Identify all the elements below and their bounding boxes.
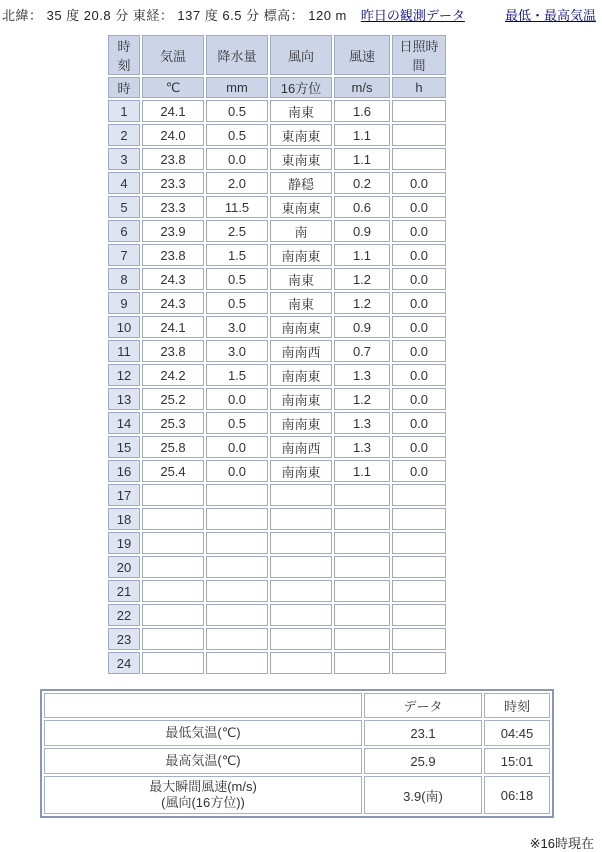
temperature-cell: 23.3 [142,196,204,218]
wind-direction-cell [270,580,332,602]
precipitation-cell [206,604,268,626]
wind-speed-cell: 1.3 [334,412,390,434]
unit-header: mm [206,77,268,98]
wind-direction-cell [270,652,332,674]
wind-speed-cell [334,556,390,578]
precipitation-cell: 0.5 [206,100,268,122]
wind-direction-cell [270,532,332,554]
precipitation-cell: 0.5 [206,412,268,434]
precipitation-cell: 2.0 [206,172,268,194]
temperature-cell: 24.0 [142,124,204,146]
sunshine-cell [392,580,446,602]
hourly-table-row [108,460,446,482]
column-header: 降水量 [206,35,268,75]
wind-speed-cell: 1.2 [334,292,390,314]
sunshine-cell: 0.0 [392,460,446,482]
hour-cell: 6 [108,220,140,242]
column-header: 時刻 [108,35,140,75]
precipitation-cell [206,628,268,650]
sunshine-cell: 0.0 [392,292,446,314]
wind-direction-cell: 南南東 [270,412,332,434]
wind-direction-cell: 南南東 [270,244,332,266]
unit-header: m/s [334,77,390,98]
wind-speed-cell [334,532,390,554]
hour-cell: 9 [108,292,140,314]
sunshine-cell: 0.0 [392,244,446,266]
precipitation-cell: 3.0 [206,316,268,338]
sunshine-cell: 0.0 [392,196,446,218]
hourly-table-row [108,124,446,146]
sunshine-cell [392,124,446,146]
precipitation-cell: 0.5 [206,268,268,290]
precipitation-cell: 0.5 [206,124,268,146]
precipitation-cell [206,580,268,602]
precipitation-cell [206,652,268,674]
max-gust-value: 3.9(南) [364,776,482,814]
hour-cell: 19 [108,532,140,554]
min-temp-time: 04:45 [484,720,550,746]
summary-table-wrap [40,689,602,818]
max-gust-label: 最大瞬間風速(m/s) (風向(16方位)) [44,776,362,814]
wind-direction-cell: 南南西 [270,340,332,362]
hour-cell: 8 [108,268,140,290]
sunshine-cell [392,100,446,122]
hour-cell: 5 [108,196,140,218]
wind-direction-cell [270,628,332,650]
wind-direction-cell: 南東 [270,100,332,122]
column-header: 風速 [334,35,390,75]
sunshine-cell [392,652,446,674]
precipitation-cell: 11.5 [206,196,268,218]
hourly-table-row [108,532,446,554]
station-location-text: 北緯： 35 度 20.8 分 東経： 137 度 6.5 分 標高： 120 m [2,8,347,23]
temperature-cell: 25.2 [142,388,204,410]
wind-speed-cell: 1.6 [334,100,390,122]
wind-speed-cell: 1.1 [334,148,390,170]
wind-speed-cell [334,484,390,506]
wind-speed-cell [334,508,390,530]
hour-cell: 23 [108,628,140,650]
sunshine-cell [392,628,446,650]
sunshine-cell [392,508,446,530]
wind-speed-cell [334,580,390,602]
wind-direction-cell [270,604,332,626]
temperature-cell: 23.3 [142,172,204,194]
wind-direction-cell [270,484,332,506]
temperature-cell: 25.8 [142,436,204,458]
hour-cell: 10 [108,316,140,338]
temperature-cell [142,484,204,506]
hourly-table-row [108,556,446,578]
hour-cell: 12 [108,364,140,386]
precipitation-cell: 1.5 [206,364,268,386]
wind-direction-cell: 東南東 [270,196,332,218]
hourly-table-row [108,244,446,266]
as-of-time-footnote: ※16時現在 [529,836,594,851]
hour-cell: 18 [108,508,140,530]
wind-direction-cell: 東南東 [270,124,332,146]
wind-direction-cell: 南南東 [270,388,332,410]
unit-header: 時 [108,77,140,98]
precipitation-cell: 0.0 [206,388,268,410]
hourly-table-row [108,628,446,650]
hourly-table-row [108,172,446,194]
unit-header: 16方位 [270,77,332,98]
sunshine-cell [392,148,446,170]
wind-speed-cell [334,604,390,626]
wind-direction-cell: 南南西 [270,436,332,458]
precipitation-cell [206,556,268,578]
yesterday-data-link[interactable]: 昨日の観測データ [360,8,465,23]
hourly-table-row [108,580,446,602]
temperature-cell [142,652,204,674]
hourly-table-row [108,220,446,242]
min-max-summary-table [40,689,554,818]
sunshine-cell: 0.0 [392,172,446,194]
precipitation-cell: 0.0 [206,436,268,458]
hour-cell: 4 [108,172,140,194]
hourly-table-row [108,292,446,314]
sunshine-cell: 0.0 [392,412,446,434]
wind-direction-cell: 南東 [270,268,332,290]
precipitation-cell: 0.5 [206,292,268,314]
temperature-cell: 23.8 [142,340,204,362]
wind-speed-cell: 1.3 [334,436,390,458]
temperature-cell [142,508,204,530]
hourly-table-row [108,340,446,362]
summary-row-max-gust [44,776,550,814]
wind-direction-cell: 南南東 [270,460,332,482]
precipitation-cell [206,508,268,530]
hourly-table-row [108,604,446,626]
wind-direction-cell: 南 [270,220,332,242]
wind-speed-cell: 0.7 [334,340,390,362]
precipitation-cell: 3.0 [206,340,268,362]
unit-header: ℃ [142,77,204,98]
wind-speed-cell: 1.2 [334,388,390,410]
precipitation-cell: 0.0 [206,460,268,482]
wind-speed-cell [334,628,390,650]
max-temp-label: 最高気温(℃) [44,748,362,774]
summary-blank-header [44,693,362,718]
wind-speed-cell [334,652,390,674]
sunshine-cell: 0.0 [392,388,446,410]
hourly-table-row [108,364,446,386]
temperature-cell: 25.4 [142,460,204,482]
temperature-cell [142,556,204,578]
hourly-table-row [108,484,446,506]
summary-row-max-temp [44,748,550,774]
precipitation-cell: 1.5 [206,244,268,266]
wind-direction-cell: 南東 [270,292,332,314]
wind-direction-cell: 静穏 [270,172,332,194]
hour-cell: 2 [108,124,140,146]
wind-direction-cell [270,556,332,578]
sunshine-cell: 0.0 [392,220,446,242]
summary-time-header: 時刻 [484,693,550,718]
column-header: 日照時間 [392,35,446,75]
temperature-cell [142,580,204,602]
min-max-temp-link[interactable]: 最低・最高気温 [504,8,596,23]
sunshine-cell [392,532,446,554]
temperature-cell: 24.1 [142,100,204,122]
sunshine-cell [392,556,446,578]
wind-direction-cell: 東南東 [270,148,332,170]
wind-speed-cell: 0.2 [334,172,390,194]
sunshine-cell: 0.0 [392,316,446,338]
wind-speed-cell: 1.3 [334,364,390,386]
temperature-cell [142,604,204,626]
max-temp-time: 15:01 [484,748,550,774]
top-info-bar [0,0,602,24]
hour-cell: 3 [108,148,140,170]
wind-direction-cell: 南南東 [270,316,332,338]
column-header-row [108,35,446,75]
hourly-table-row [108,388,446,410]
hourly-table-row [108,148,446,170]
temperature-cell [142,628,204,650]
temperature-cell: 24.1 [142,316,204,338]
temperature-cell: 25.3 [142,412,204,434]
temperature-cell: 24.3 [142,268,204,290]
sunshine-cell: 0.0 [392,340,446,362]
max-gust-time: 06:18 [484,776,550,814]
hour-cell: 7 [108,244,140,266]
hourly-table-row [108,436,446,458]
hour-cell: 1 [108,100,140,122]
wind-speed-cell: 0.6 [334,196,390,218]
hour-cell: 20 [108,556,140,578]
wind-direction-cell [270,508,332,530]
precipitation-cell: 0.0 [206,148,268,170]
wind-speed-cell: 0.9 [334,220,390,242]
hourly-table-row [108,508,446,530]
min-temp-label: 最低気温(℃) [44,720,362,746]
temperature-cell [142,532,204,554]
temperature-cell: 24.2 [142,364,204,386]
wind-speed-cell: 0.9 [334,316,390,338]
sunshine-cell: 0.0 [392,364,446,386]
hour-cell: 21 [108,580,140,602]
temperature-cell: 23.8 [142,244,204,266]
sunshine-cell: 0.0 [392,436,446,458]
wind-speed-cell: 1.1 [334,124,390,146]
sunshine-cell [392,604,446,626]
hourly-table-row [108,412,446,434]
hour-cell: 17 [108,484,140,506]
temperature-cell: 23.9 [142,220,204,242]
hourly-observation-table-wrap [106,33,602,676]
wind-speed-cell: 1.2 [334,268,390,290]
column-header: 気温 [142,35,204,75]
max-temp-value: 25.9 [364,748,482,774]
wind-direction-cell: 南南東 [270,364,332,386]
wind-speed-cell: 1.1 [334,460,390,482]
hourly-table-row [108,196,446,218]
hourly-observation-table [106,33,448,676]
hour-cell: 13 [108,388,140,410]
summary-data-header: データ [364,693,482,718]
precipitation-cell: 2.5 [206,220,268,242]
hour-cell: 16 [108,460,140,482]
hourly-table-row [108,652,446,674]
sunshine-cell [392,484,446,506]
unit-header: h [392,77,446,98]
sunshine-cell: 0.0 [392,268,446,290]
precipitation-cell [206,484,268,506]
temperature-cell: 23.8 [142,148,204,170]
min-temp-value: 23.1 [364,720,482,746]
hour-cell: 24 [108,652,140,674]
precipitation-cell [206,532,268,554]
temperature-cell: 24.3 [142,292,204,314]
hour-cell: 15 [108,436,140,458]
summary-row-min-temp [44,720,550,746]
hour-cell: 22 [108,604,140,626]
hour-cell: 11 [108,340,140,362]
column-header: 風向 [270,35,332,75]
hourly-table-row [108,100,446,122]
wind-speed-cell: 1.1 [334,244,390,266]
unit-header-row [108,77,446,98]
hourly-table-row [108,316,446,338]
hourly-table-row [108,268,446,290]
summary-header-row [44,693,550,718]
hour-cell: 14 [108,412,140,434]
